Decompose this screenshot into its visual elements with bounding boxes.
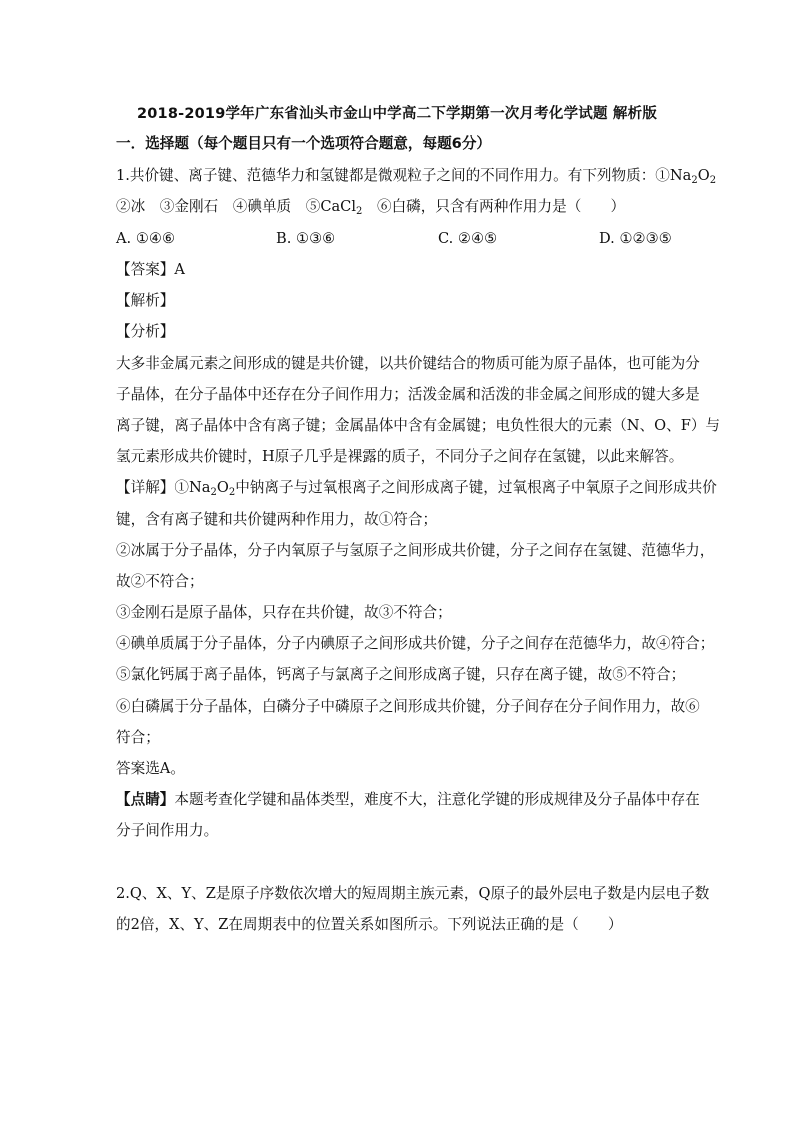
detail-text: ①Na — [174, 479, 211, 496]
detail-line: 故②不符合； — [116, 573, 204, 590]
option-c: C. ②④⑤ — [438, 230, 498, 247]
detail-line: 键，含有离子键和共价键两种作用力，故①符合； — [116, 511, 438, 528]
fenxi-line: 离子键，离子晶体中含有离子键；金属晶体中含有金属键；电负性很大的元素（N、O、F）与 — [116, 417, 721, 434]
subscript: 2 — [210, 487, 217, 498]
q2-stem-line-2: 的2倍，X、Y、Z在周期表中的位置关系如图所示。下列说法正确的是（ ） — [116, 916, 623, 933]
document-title: 2018-2019学年广东省汕头市金山中学高二下学期第一次月考化学试题 解析版 — [136, 106, 658, 122]
detail-line: ④碘单质属于分子晶体，分子内碘原子之间形成共价键，分子之间存在范德华力，故④符合； — [116, 635, 715, 652]
detail-text: O — [216, 479, 229, 496]
detail-label: 【详解】 — [116, 479, 175, 496]
detail-line: 符合； — [116, 729, 160, 746]
comment-label: 【点睛】 — [116, 791, 175, 808]
option-b: B. ①③⑥ — [276, 230, 336, 247]
subscript: 2 — [691, 175, 698, 186]
detail-line: ⑥白磷属于分子晶体，白磷分子中磷原子之间形成共价键，分子间存在分子间作用力，故⑥ — [116, 698, 700, 715]
comment-text: 本题考查化学键和晶体类型，难度不大，注意化学键的形成规律及分子晶体中存在 — [174, 791, 700, 808]
q2-stem-line-1: 2.Q、X、Y、Z是原子序数依次增大的短周期主族元素，Q原子的最外层电子数是内层电子数 — [116, 885, 710, 902]
q1-stem-line-2 — [116, 197, 625, 222]
detail-first-line — [116, 478, 717, 503]
fenxi-label: 【分析】 — [116, 323, 175, 340]
q1-stem-text: ②冰 ③金刚石 ④碘单质 ⑤CaCl — [116, 198, 357, 215]
q1-stem-text: O — [697, 167, 710, 184]
subscript: 2 — [228, 487, 236, 498]
q1-stem-text: 1.共价键、离子键、范德华力和氢键都是微观粒子之间的不同作用力。有下列物质：①Na — [116, 167, 692, 184]
q1-stem-text: ⑥白磷，只含有两种作用力是（ ） — [362, 198, 626, 215]
answer-line: 【答案】A — [116, 261, 185, 278]
detail-text: 中钠离子与过氧根离子之间形成离子键，过氧根离子中氧原子之间形成共价 — [235, 479, 717, 496]
section-heading: 一．选择题（每个题目只有一个选项符合题意，每题6分） — [116, 135, 492, 152]
fenxi-line: 大多非金属元素之间形成的键是共价键，以共价键结合的物质可能为原子晶体，也可能为分 — [116, 355, 700, 372]
analysis-label: 【解析】 — [116, 292, 175, 309]
detail-line: ⑤氯化钙属于离子晶体，钙离子与氯离子之间形成离子键，只存在离子键，故⑤不符合； — [116, 666, 686, 683]
subscript: 2 — [356, 206, 363, 217]
comment-first-line — [116, 790, 700, 810]
option-d: D. ①②③⑤ — [599, 230, 672, 247]
fenxi-line: 子晶体，在分子晶体中还存在分子间作用力；活泼金属和活泼的非金属之间形成的键大多是 — [116, 386, 700, 403]
detail-line: 答案选A。 — [116, 760, 185, 777]
subscript: 2 — [709, 175, 717, 186]
fenxi-line: 氢元素形成共价键时，H原子几乎是裸露的质子，不同分子之间存在氢键，以此来解答。 — [116, 448, 684, 465]
q1-stem-line-1 — [116, 166, 716, 191]
option-a: A. ①④⑥ — [116, 230, 176, 247]
detail-line: ②冰属于分子晶体，分子内氧原子与氢原子之间形成共价键，分子之间存在氢键、范德华力， — [116, 542, 715, 559]
detail-line: ③金刚石是原子晶体，只存在共价键，故③不符合； — [116, 604, 452, 621]
comment-line: 分子间作用力。 — [116, 822, 219, 839]
